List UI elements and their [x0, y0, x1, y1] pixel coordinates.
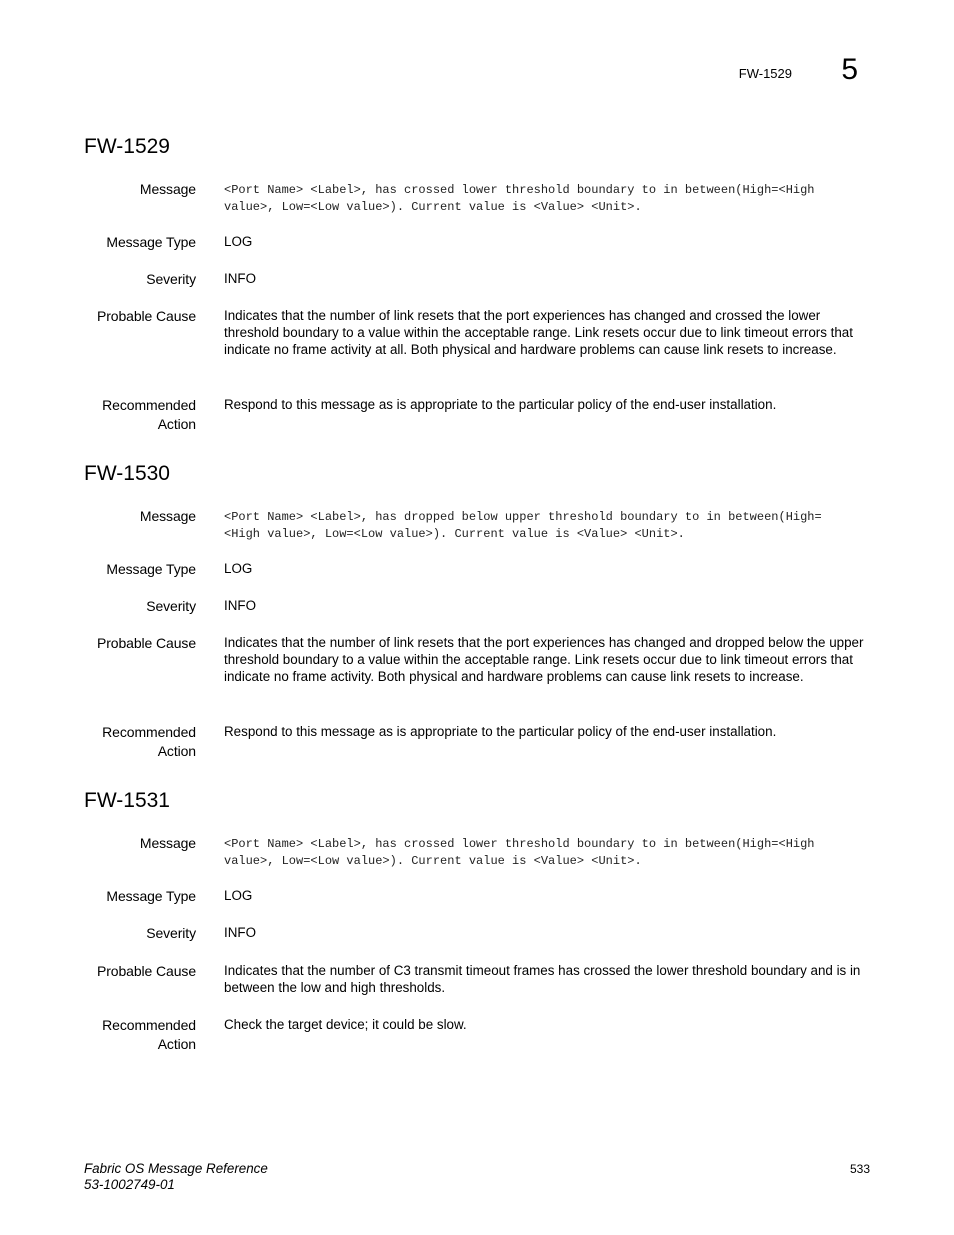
field-value: Indicates that the number of C3 transmit timeout frames has crossed the lower threshold boundary and is in between the low and high thresholds. — [224, 963, 861, 995]
field-label: Severity — [146, 271, 196, 287]
field-value: Indicates that the number of link resets that the port experiences has changed and dropped below the upper threshold boundary to a value within the acceptable range. Link resets occur due to link timeout errors that indicate no frame activity. Both physical and hardware problems can cause link resets to increase. — [224, 635, 864, 684]
field-label: Severity — [146, 925, 196, 941]
field-value: <Port Name> <Label>, has crossed lower threshold boundary to in between(High=<High value>, Low=<Low value>). Current value is <Value> <Unit>. — [224, 183, 815, 214]
field-label — [36, 723, 196, 761]
field-label: Message — [139, 508, 196, 524]
field-value: INFO — [224, 598, 256, 613]
field-label: Message — [139, 835, 196, 851]
field-label: Severity — [146, 598, 196, 614]
field-label: Probable Cause — [97, 963, 196, 979]
entry-title: FW-1529 — [84, 135, 170, 158]
entry-title: FW-1531 — [84, 789, 170, 812]
label-line: Action — [157, 743, 196, 759]
field-value: <Port Name> <Label>, has crossed lower threshold boundary to in between(High=<High value>, Low=<Low value>). Current value is <Value> <Unit>. — [224, 837, 815, 868]
field-label: Message Type — [106, 561, 196, 577]
label-line: Recommended — [102, 397, 196, 413]
label-line: Action — [157, 416, 196, 432]
footer-doc-info — [84, 1161, 268, 1193]
label-line: Recommended — [102, 724, 196, 740]
field-label — [36, 396, 196, 434]
footer-page-number: 533 — [849, 1162, 870, 1176]
label-line: Recommended — [102, 1017, 196, 1033]
field-label — [36, 1016, 196, 1054]
header-chapter-number: 5 — [841, 53, 858, 86]
field-value: LOG — [224, 234, 253, 249]
field-value: <Port Name> <Label>, has dropped below upper threshold boundary to in between(High=<High value>, Low=<Low value>). Current value is <Value> <Unit>. — [224, 510, 822, 541]
footer-doc-title: Fabric OS Message Reference — [84, 1161, 268, 1176]
field-value: INFO — [224, 271, 256, 286]
field-label: Probable Cause — [97, 635, 196, 651]
field-value: Respond to this message as is appropriate to the particular policy of the end-user installation. — [224, 724, 777, 739]
field-value: Indicates that the number of link resets that the port experiences has changed and crossed the lower threshold boundary to a value within the acceptable range. Link resets occur due to link timeout errors that indicate no frame activity at all. Both physical and hardware problems can cause link resets to increase. — [224, 308, 853, 357]
field-value: INFO — [224, 925, 256, 940]
header-section-title: FW-1529 — [738, 66, 792, 81]
field-label: Message — [139, 181, 196, 197]
field-value: LOG — [224, 888, 253, 903]
field-value: Respond to this message as is appropriate to the particular policy of the end-user installation. — [224, 397, 777, 412]
field-label: Message Type — [106, 888, 196, 904]
field-label: Message Type — [106, 234, 196, 250]
label-line: Action — [157, 1036, 196, 1052]
field-value: Check the target device; it could be slow. — [224, 1017, 467, 1032]
field-label: Probable Cause — [97, 308, 196, 324]
field-value: LOG — [224, 561, 253, 576]
footer-doc-number: 53-1002749-01 — [84, 1177, 175, 1192]
entry-title: FW-1530 — [84, 462, 170, 485]
